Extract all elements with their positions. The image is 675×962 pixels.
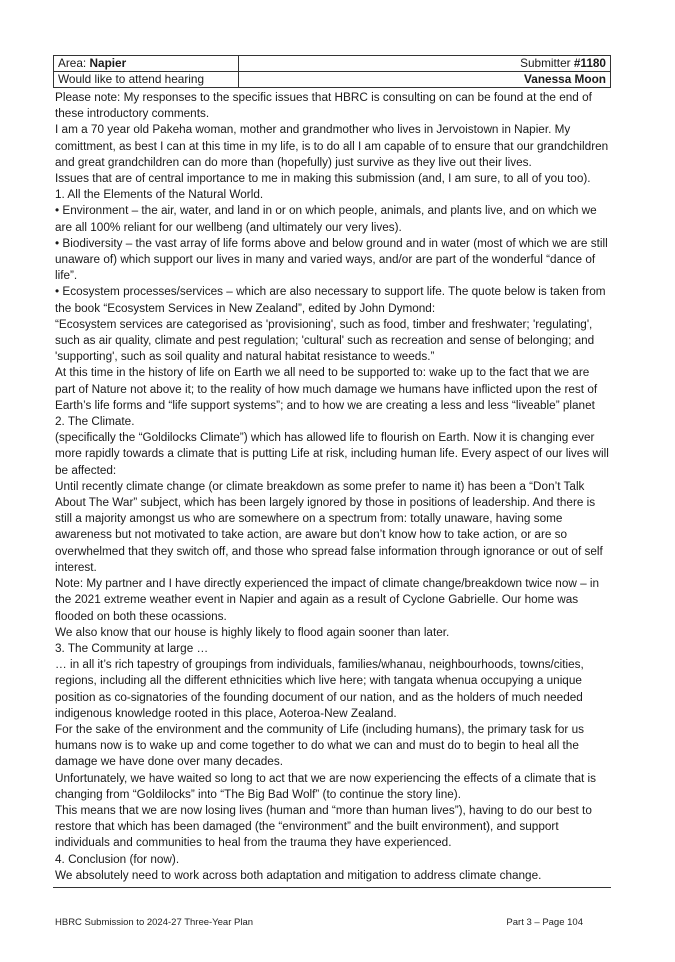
- paragraph: Issues that are of central importance to me in making this submission (and, I am sure, to all of you too).: [55, 172, 591, 186]
- submitter-name-cell: [239, 72, 611, 88]
- heading-1: 1. All the Elements of the Natural World.: [55, 188, 264, 202]
- paragraph: We also know that our house is highly likely to flood again sooner than later.: [55, 625, 450, 639]
- area-label: Area:: [58, 56, 90, 70]
- paragraph: … in all it’s rich tapestry of groupings from individuals, families/whanau, neighbourhoods, towns/cities, regions, including all the different ethnicities which live here; with tangata whenua occupying a unique position as co-signatories of the founding document of our nation, and as the holders of much needed indigenous knowledge rooted in this place, Aoteroa-New Zealand.: [55, 658, 584, 720]
- bottom-rule: [53, 887, 611, 888]
- paragraph: For the sake of the environment and the community of Life (including humans), the primary task for us humans now is to wake up and come together to do what we can and must do to begin to heal all the damage we have done over many decades.: [55, 722, 585, 769]
- paragraph: Unfortunately, we have waited so long to act that we are now experiencing the effects of a climate that is changing from “Goldilocks” into “The Big Bad Wolf” (to continue the story line).: [55, 771, 597, 801]
- heading-3: 3. The Community at large …: [55, 641, 209, 655]
- heading-2: 2. The Climate.: [55, 415, 135, 429]
- submitter-number: #1180: [573, 56, 606, 70]
- submission-header-table: [53, 55, 611, 88]
- paragraph: We absolutely need to work across both adaptation and mitigation to address climate change.: [55, 868, 542, 882]
- paragraph: This means that we are now losing lives (human and “more than human lives”), having to do our best to restore that which has been damaged (the “environment” and the built environment), and support individuals and communities to heal from the trauma they have experienced.: [55, 803, 592, 850]
- paragraph: Until recently climate change (or climate breakdown as some prefer to name it) has been a “Don’t Talk About The War” subject, which has been largely ignored by those in positions of leadership. And there is still a majority amongst us who are somewhere on a spectrum from: totally unaware, having some awareness but not motivated to take action, are aware but don’t know how to take action, or are so overwhelmed that they switch off, and those who spread false information through ignorance or out of self interest.: [55, 479, 603, 574]
- submitter-cell: [239, 56, 611, 72]
- quote: “Ecosystem services are categorised as 'provisioning', such as food, timber and freshwater; 'regulating', such as air quality, climate and pest regulation; 'cultural' such as recreation and sense of belonging; and 'supporting', such as soil quality and natural habitat resistance to weeds.”: [55, 317, 595, 364]
- bullet-ecosystem: • Ecosystem processes/services – which are also necessary to support life. The quote below is taken from the book “Ecosystem Services in New Zealand”, edited by John Dymond:: [55, 285, 606, 315]
- paragraph: Please note: My responses to the specific issues that HBRC is consulting on can be found at the end of these introductory comments.: [55, 91, 592, 121]
- bullet-biodiversity: • Biodiversity – the vast array of life forms above and below ground and in water (most of which we are still unaware of) which support our lives in many and varied ways, and/or are part of the wonderful “dance of life”.: [55, 236, 608, 283]
- submitter-name: Vanessa Moon: [524, 72, 606, 86]
- paragraph: At this time in the history of life on Earth we all need to be supported to: wake up to the fact that we are part of Nature not above it; to the reality of how much damage we humans have inflicted upon the rest of Earth’s life forms and “life support systems”; and to how we are creating a less and less “liveable” planet: [55, 366, 598, 412]
- bullet-environment: • Environment – the air, water, and land in or on which people, animals, and plants live, and on which we are all 100% reliant for our wellbeng (and ultimately our very lives).: [55, 204, 597, 234]
- paragraph: Note: My partner and I have directly experienced the impact of climate change/breakdown twice now – in the 2021 extreme weather event in Napier and again as a result of Cyclone Gabrielle. Our home was flooded on both these ocassions.: [55, 577, 600, 623]
- footer-left: HBRC Submission to 2024-27 Three-Year Plan: [55, 917, 254, 928]
- paragraph: I am a 70 year old Pakeha woman, mother and grandmother who lives in Jervoistown in Napier. My comittment, as best I can at this time in my life, is to do all I am capable of to ensure that our grandchildren and great grandchildren can do more than (hopefully) just survive as they live out their lives.: [55, 123, 609, 169]
- heading-4: 4. Conclusion (for now).: [55, 852, 180, 866]
- paragraph: (specifically the “Goldilocks Climate”) which has allowed life to flourish on Earth. Now it is changing ever more rapidly towards a climate that is putting Life at risk, including human life. Every aspect of our lives will be affected:: [55, 431, 609, 477]
- area-value: Napier: [89, 56, 127, 70]
- hearing-cell: Would like to attend hearing: [54, 72, 239, 88]
- footer-right: Part 3 – Page 104: [506, 917, 583, 928]
- submitter-label: Submitter: [520, 56, 574, 70]
- area-cell: [54, 56, 239, 72]
- submission-body: [55, 90, 611, 884]
